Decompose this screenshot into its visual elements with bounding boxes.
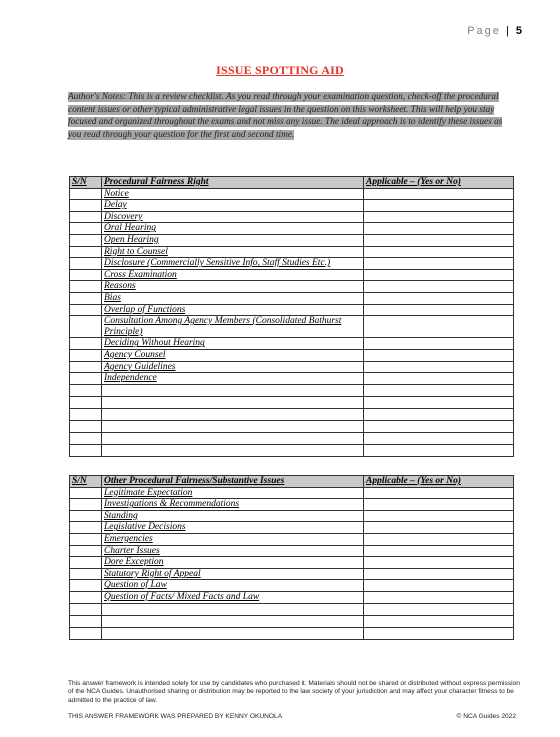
applicable-cell[interactable] [364, 223, 514, 235]
issue-cell: Question of Facts/ Mixed Facts and Law [102, 591, 364, 603]
applicable-cell[interactable] [364, 510, 514, 522]
prepared-by: THIS ANSWER FRAMEWORK WAS PREPARED BY KENNY OKUNOLA [68, 713, 283, 720]
applicable-cell[interactable] [364, 408, 514, 420]
blank-cell [102, 396, 364, 408]
applicable-cell[interactable] [364, 211, 514, 223]
blank-cell [102, 444, 364, 456]
applicable-cell[interactable] [364, 580, 514, 592]
sn-header: S/N [70, 476, 102, 488]
issue-cell: Reasons [102, 281, 364, 293]
right-header: Procedural Fairness Right [102, 177, 364, 189]
blank-cell [102, 615, 364, 627]
sn-cell [70, 361, 102, 373]
table-row [70, 487, 514, 499]
blank-cell [70, 627, 102, 639]
applicable-cell[interactable] [364, 349, 514, 361]
issue-cell: Emergencies [102, 533, 364, 545]
disclaimer: This answer framework is intended solely for use by candidates who purchased it. Materials should not be shared or distributed without express permission of the NCA Guides. Unauthorised sharing or distribution may be reported to the law society of your jurisdiction and may affect your character fitness to be admitted to the practice of law. [68, 680, 520, 704]
page-number-value: 5 [515, 25, 522, 37]
table-row [70, 211, 514, 223]
table-header-row [70, 476, 514, 488]
sn-cell [70, 487, 102, 499]
blank-row [70, 603, 514, 615]
table-row [70, 200, 514, 212]
issue-cell: Bias [102, 292, 364, 304]
table-row [70, 246, 514, 258]
table-row [70, 591, 514, 603]
applicable-cell[interactable] [364, 234, 514, 246]
applicable-cell[interactable] [364, 269, 514, 281]
table-header-row [70, 177, 514, 189]
issue-cell: Agency Guidelines [102, 361, 364, 373]
sn-cell [70, 211, 102, 223]
applicable-cell[interactable] [364, 603, 514, 615]
blank-cell [70, 444, 102, 456]
procedural-fairness-body [70, 188, 514, 456]
issue-cell: Delay [102, 200, 364, 212]
applicable-cell[interactable] [364, 522, 514, 534]
applicable-cell[interactable] [364, 373, 514, 385]
applicable-cell[interactable] [364, 304, 514, 316]
table-row [70, 292, 514, 304]
applicable-cell[interactable] [364, 246, 514, 258]
applicable-cell[interactable] [364, 281, 514, 293]
applicable-cell[interactable] [364, 316, 514, 338]
issue-cell: Discovery [102, 211, 364, 223]
table-row [70, 545, 514, 557]
sn-cell [70, 234, 102, 246]
sn-cell [70, 557, 102, 569]
applicable-cell[interactable] [364, 499, 514, 511]
issue-cell: Legitimate Expectation [102, 487, 364, 499]
table-row [70, 269, 514, 281]
sn-cell [70, 533, 102, 545]
blank-row [70, 444, 514, 456]
issue-cell: Legislative Decisions [102, 522, 364, 534]
other-issues-table [69, 475, 514, 640]
blank-cell [102, 432, 364, 444]
applicable-cell[interactable] [364, 568, 514, 580]
blank-cell [70, 432, 102, 444]
applicable-cell[interactable] [364, 545, 514, 557]
procedural-fairness-table [69, 176, 514, 457]
table-row [70, 361, 514, 373]
sn-cell [70, 188, 102, 200]
table-row [70, 223, 514, 235]
applicable-header: Applicable – (Yes or No) [364, 177, 514, 189]
table-row [70, 349, 514, 361]
table-row [70, 281, 514, 293]
sn-header: S/N [70, 177, 102, 189]
table-row [70, 510, 514, 522]
sn-cell [70, 292, 102, 304]
applicable-cell[interactable] [364, 396, 514, 408]
applicable-cell[interactable] [364, 200, 514, 212]
blank-cell [70, 615, 102, 627]
sn-cell [70, 522, 102, 534]
applicable-cell[interactable] [364, 487, 514, 499]
applicable-cell[interactable] [364, 338, 514, 350]
blank-cell [102, 627, 364, 639]
issue-cell: Standing [102, 510, 364, 522]
table-row [70, 557, 514, 569]
issue-cell: Independence [102, 373, 364, 385]
issue-cell: Deciding Without Hearing [102, 338, 364, 350]
blank-cell [102, 420, 364, 432]
blank-cell [102, 408, 364, 420]
other-issues-body [70, 487, 514, 639]
sn-cell [70, 373, 102, 385]
applicable-cell[interactable] [364, 615, 514, 627]
page-separator: | [505, 25, 511, 37]
applicable-cell[interactable] [364, 444, 514, 456]
sn-cell [70, 200, 102, 212]
page-label: Page [467, 25, 501, 37]
blank-cell [70, 420, 102, 432]
issue-cell: Consultation Among Agency Members (Consolidated Bathurst Principle) [102, 316, 364, 338]
table-row [70, 533, 514, 545]
page-title: ISSUE SPOTTING AID [216, 63, 344, 77]
blank-row [70, 396, 514, 408]
sn-cell [70, 338, 102, 350]
applicable-cell[interactable] [364, 420, 514, 432]
table-row [70, 338, 514, 350]
sn-cell [70, 223, 102, 235]
issue-header: Other Procedural Fairness/Substantive Issues [102, 476, 364, 488]
applicable-cell[interactable] [364, 188, 514, 200]
sn-cell [70, 258, 102, 270]
table-row [70, 316, 514, 338]
issue-cell: Cross Examination [102, 269, 364, 281]
blank-cell [102, 384, 364, 396]
issue-cell: Charter Issues [102, 545, 364, 557]
sn-cell [70, 591, 102, 603]
blank-row [70, 420, 514, 432]
page-number [467, 25, 522, 37]
issue-cell: Statutory Right of Appeal [102, 568, 364, 580]
sn-cell [70, 580, 102, 592]
sn-cell [70, 545, 102, 557]
applicable-cell[interactable] [364, 557, 514, 569]
sn-cell [70, 269, 102, 281]
table-row [70, 373, 514, 385]
applicable-cell[interactable] [364, 292, 514, 304]
issue-cell: Dore Exception [102, 557, 364, 569]
issue-cell: Question of Law [102, 580, 364, 592]
table-row [70, 522, 514, 534]
table-row [70, 499, 514, 511]
table-row [70, 568, 514, 580]
applicable-cell[interactable] [364, 384, 514, 396]
applicable-cell[interactable] [364, 627, 514, 639]
issue-cell: Open Hearing [102, 234, 364, 246]
sn-cell [70, 281, 102, 293]
issue-cell: Overlap of Functions [102, 304, 364, 316]
issue-cell: Notice [102, 188, 364, 200]
issue-cell: Agency Counsel [102, 349, 364, 361]
blank-cell [70, 603, 102, 615]
applicable-cell[interactable] [364, 591, 514, 603]
applicable-cell[interactable] [364, 533, 514, 545]
issue-cell: Right to Counsel [102, 246, 364, 258]
table-row [70, 258, 514, 270]
blank-cell [70, 408, 102, 420]
applicable-cell[interactable] [364, 432, 514, 444]
copyright: © NCA Guides 2022 [456, 713, 516, 720]
issue-cell: Disclosure (Commercially Sensitive Info, Staff Studies Etc.) [102, 258, 364, 270]
sn-cell [70, 349, 102, 361]
authors-notes-text: Author's Notes: This is a review checklist. As you read through your examination question, check-off the procedural content issues or other typical administrative legal issues in the question on this worksheet. This will help you stay focused and organized throughout the exams and not miss any issue. The ideal approach is to identify these issues as you read through your question for the first and second time. [68, 92, 503, 140]
issue-cell: Oral Hearing [102, 223, 364, 235]
applicable-cell[interactable] [364, 361, 514, 373]
applicable-header: Applicable – (Yes or No) [364, 476, 514, 488]
blank-row [70, 627, 514, 639]
blank-cell [102, 603, 364, 615]
blank-cell [70, 384, 102, 396]
blank-row [70, 432, 514, 444]
blank-cell [70, 396, 102, 408]
blank-row [70, 615, 514, 627]
sn-cell [70, 510, 102, 522]
sn-cell [70, 246, 102, 258]
table-row [70, 580, 514, 592]
blank-row [70, 384, 514, 396]
sn-cell [70, 499, 102, 511]
issue-cell: Investigations & Recommendations [102, 499, 364, 511]
sn-cell [70, 316, 102, 338]
table-row [70, 304, 514, 316]
sn-cell [70, 304, 102, 316]
sn-cell [70, 568, 102, 580]
blank-row [70, 408, 514, 420]
authors-notes [68, 91, 518, 141]
table-row [70, 188, 514, 200]
applicable-cell[interactable] [364, 258, 514, 270]
table-row [70, 234, 514, 246]
